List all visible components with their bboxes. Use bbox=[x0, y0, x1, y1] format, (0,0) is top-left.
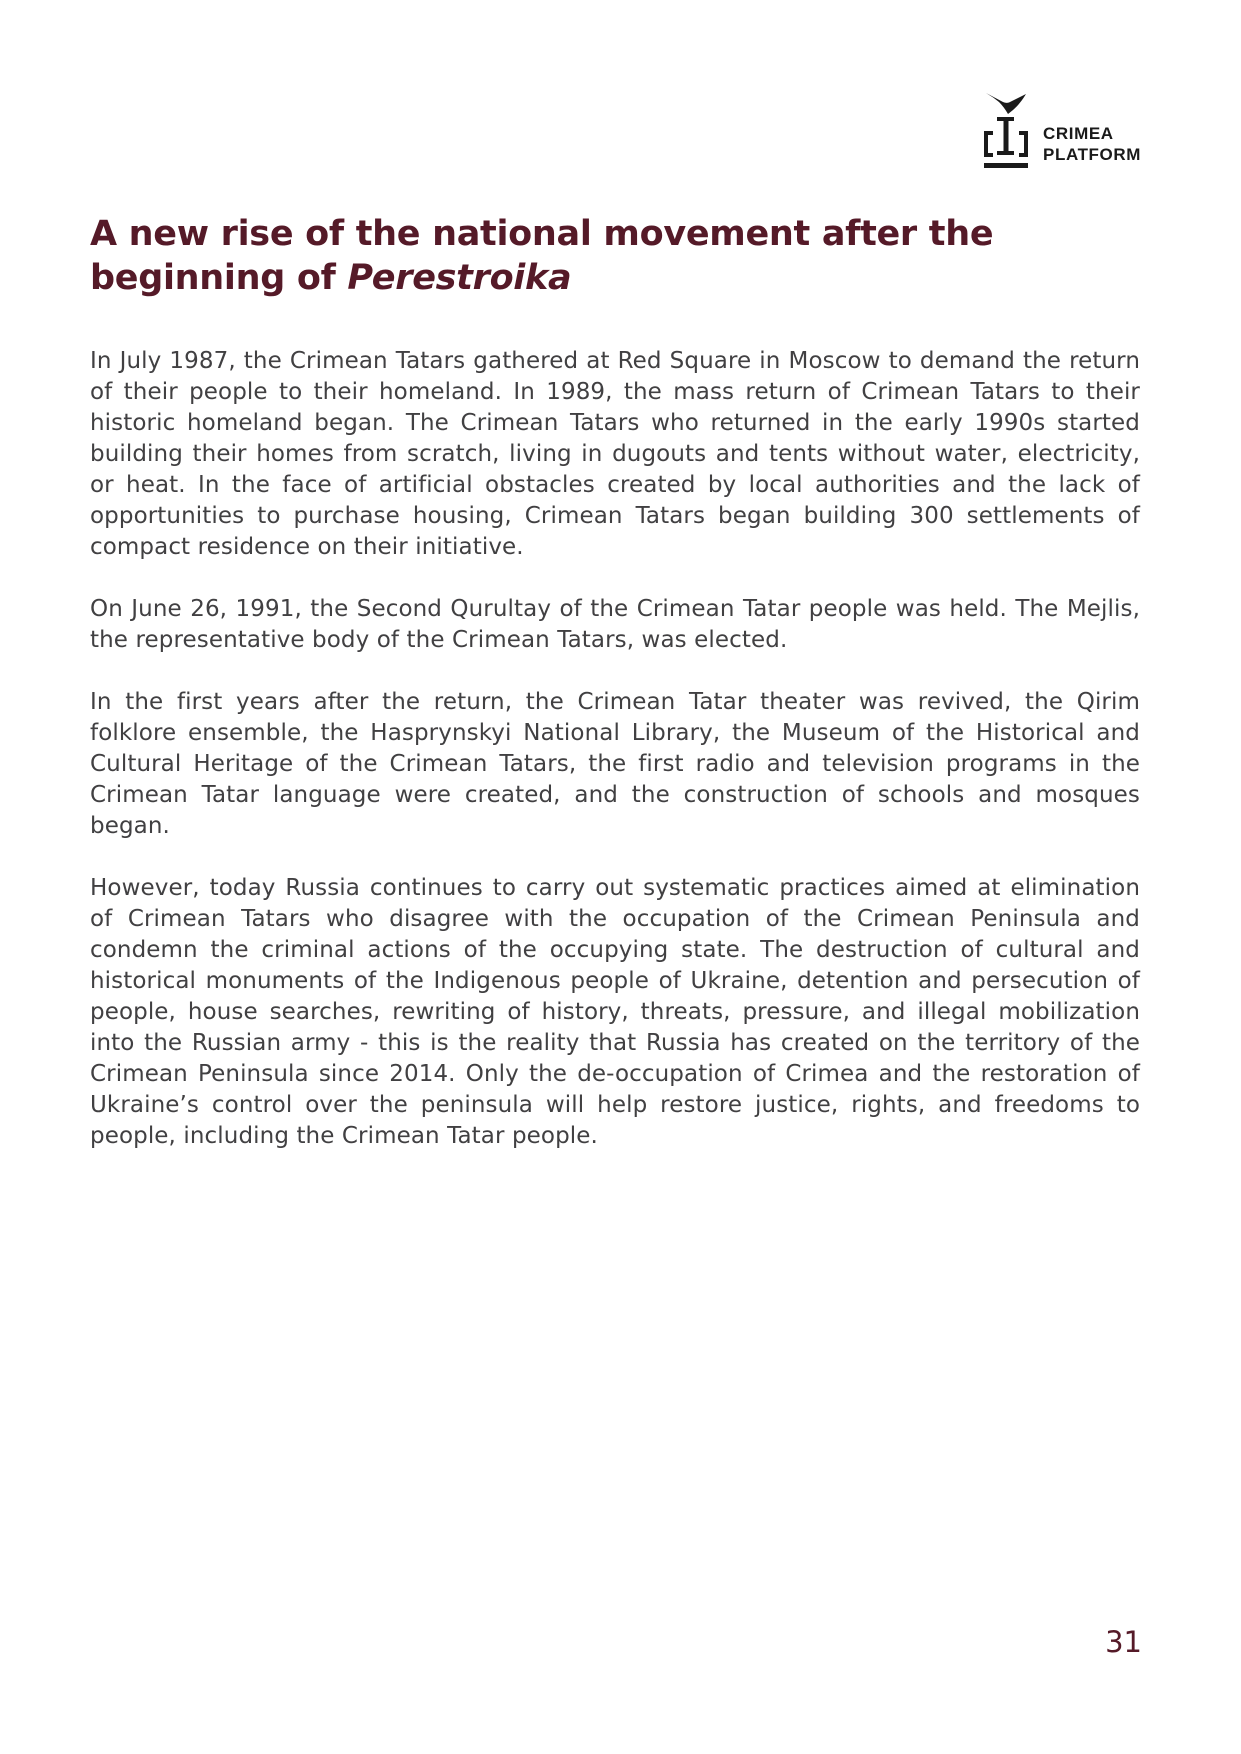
tamga-left-bracket bbox=[984, 131, 993, 157]
page-title bbox=[90, 212, 1100, 300]
page-number: 31 bbox=[1105, 1625, 1142, 1659]
document-content bbox=[90, 212, 1140, 1183]
body-paragraph-2: On June 26, 1991, the Second Qurultay of the Crimean Tatar people was held. The Mejlis, the representative body of the Crimean Tatars, was elected. bbox=[90, 596, 1140, 653]
tamga-right-bracket bbox=[1019, 131, 1028, 157]
page-header bbox=[982, 93, 1141, 173]
tamga-stem bbox=[1004, 119, 1009, 153]
crimea-platform-logo-text bbox=[1043, 123, 1141, 165]
page-title-italic-text: Perestroika bbox=[347, 258, 572, 298]
crimea-platform-logo-icon bbox=[982, 93, 1030, 173]
tamga-underline bbox=[984, 163, 1028, 168]
body-paragraph-1: In July 1987, the Crimean Tatars gathered at Red Square in Moscow to demand the return of their people to their homeland. In 1989, the mass return of Crimean Tatars to their historic homeland began. The Crimean Tatars who returned in the early 1990s started building their homes from scratch, living in dugouts and tents without water, electricity, or heat. In the face of artificial obstacles created by local authorities and the lack of opportunities to purchase housing, Crimean Tatars began building 300 settlements of compact residence on their initiative. bbox=[90, 348, 1140, 560]
body-paragraph-3: In the first years after the return, the Crimean Tatar theater was revived, the Qirim folklore ensemble, the Hasprynskyi National Library, the Museum of the Historical and Cultural Heritage of the Crimean Tatars, the first radio and television programs in the Crimean Tatar language were created, and the construction of schools and mosques began. bbox=[90, 689, 1140, 839]
tamga-stem-bottom-serif bbox=[997, 151, 1014, 155]
bird-icon bbox=[986, 93, 1026, 114]
page-title-text: A new rise of the national movement after the beginning of bbox=[90, 214, 994, 298]
body-paragraph-4: However, today Russia continues to carry out systematic practices aimed at elimination of Crimean Tatars who disagree with the occupation of the Crimean Peninsula and condemn the criminal actions of the occupying state. The destruction of cultural and historical monuments of the Indigenous people of Ukraine, detention and persecution of people, house searches, rewriting of history, threats, pressure, and illegal mobilization into the Russian army - this is the reality that Russia has created on the territory of the Crimean Peninsula since 2014. Only the de-occupation of Crimea and the restoration of Ukraine’s control over the peninsula will help restore justice, rights, and freedoms to people, including the Crimean Tatar people. bbox=[90, 875, 1140, 1149]
logo-word-platform: PLATFORM bbox=[1043, 145, 1141, 164]
logo-word-crimea: CRIMEA bbox=[1043, 124, 1114, 143]
